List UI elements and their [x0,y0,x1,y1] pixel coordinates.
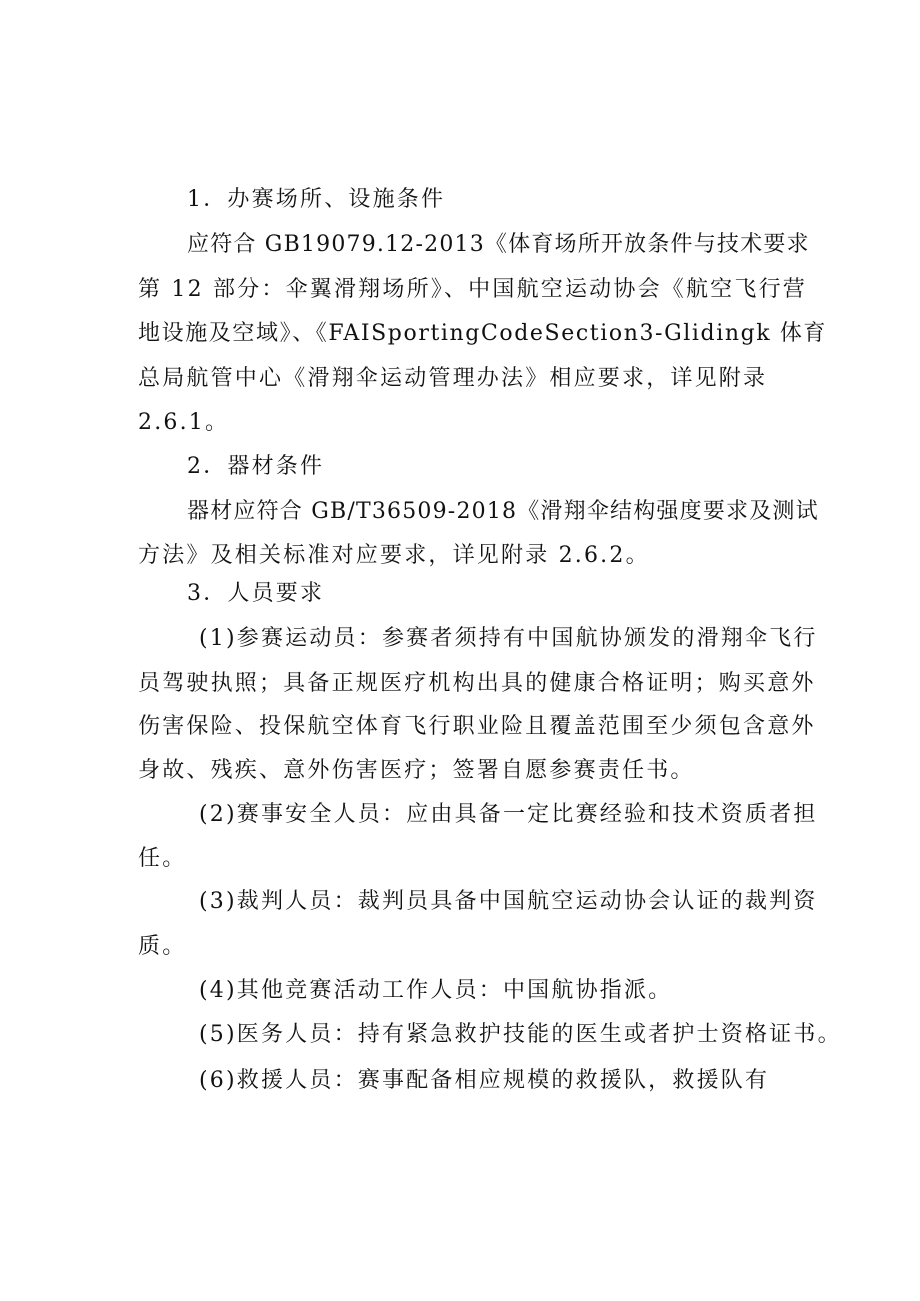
section-1-body-line-1: 应符合 GB19079.12-2013《体育场所开放条件与技术要求 [187,232,810,257]
section-3-heading: 3．人员要求 [187,581,325,606]
section-2-heading: 2．器材条件 [187,454,325,479]
item-1-line-3: 伤害保险、投保航空体育飞行职业险且覆盖范围至少须包含意外 [138,714,816,739]
section-1-heading: 1．办赛场所、设施条件 [187,187,446,212]
item-3-line-1: (3)裁判人员：裁判员具备中国航空运动协会认证的裁判资 [199,889,818,914]
section-2-body-line-2: 方法》及相关标准对应要求，详见附录 2.6.2。 [138,543,650,568]
item-1-line-1: (1)参赛运动员：参赛者须持有中国航协颁发的滑翔伞飞行 [199,626,818,651]
item-4: (4)其他竞赛活动工作人员：中国航协指派。 [199,978,673,1003]
item-2-line-1: (2)赛事安全人员：应由具备一定比赛经验和技术资质者担 [199,802,818,827]
section-1-body-line-3: 地设施及空域》、《FAISportingCodeSection3-Glidingk 体育 [138,321,828,346]
item-3-line-2: 质。 [138,934,187,959]
item-2-line-2: 任。 [138,846,187,871]
section-1-body-line-5: 2.6.1。 [138,410,230,435]
section-1-body-line-4: 总局航管中心《滑翔伞运动管理办法》相应要求，详见附录 [138,366,768,391]
item-1-line-2: 员驾驶执照；具备正规医疗机构出具的健康合格证明；购买意外 [138,671,816,696]
item-5: (5)医务人员：持有紧急救护技能的医生或者护士资格证书。 [199,1022,842,1047]
item-6: (6)救援人员：赛事配备相应规模的救援队，救援队有 [199,1068,770,1093]
item-1-line-4: 身故、残疾、意外伤害医疗；签署自愿参赛责任书。 [138,758,695,783]
section-2-body-line-1: 器材应符合 GB/T36509-2018《滑翔伞结构强度要求及测试 [187,499,819,524]
section-1-body-line-2: 第 12 部分：伞翼滑翔场所》、中国航空运动协会《航空飞行营 [138,277,807,302]
